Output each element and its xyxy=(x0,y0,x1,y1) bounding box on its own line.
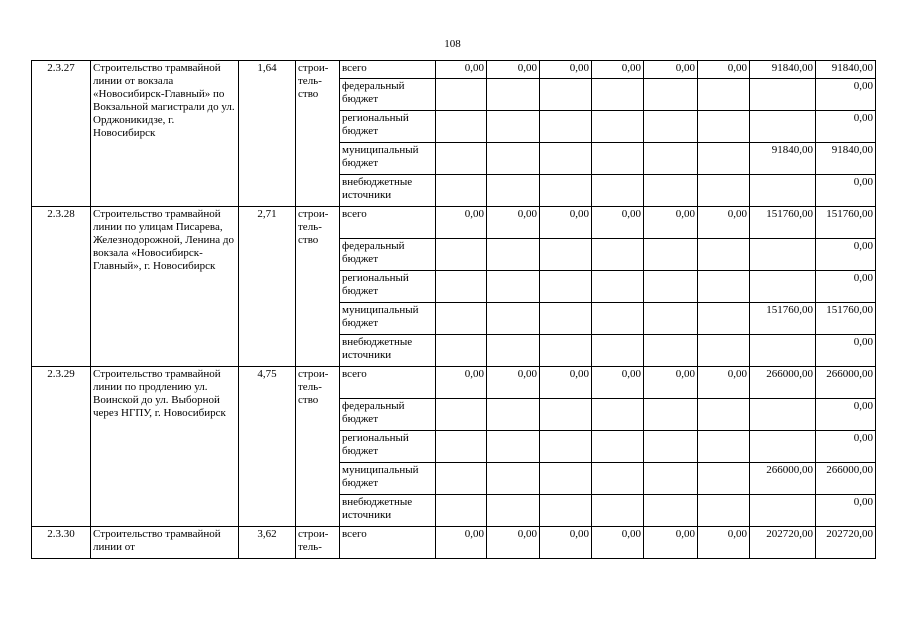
funding-source: региональный бюджет xyxy=(340,271,436,303)
funding-value xyxy=(436,239,487,271)
funding-value xyxy=(540,495,592,527)
table-row xyxy=(32,367,876,399)
funding-value xyxy=(750,271,816,303)
funding-value: 151760,00 xyxy=(750,303,816,335)
funding-value xyxy=(644,495,698,527)
project-code: 2.3.30 xyxy=(32,527,91,559)
funding-total: 0,00 xyxy=(816,175,876,207)
funding-total: 0,00 xyxy=(816,79,876,111)
funding-value: 0,00 xyxy=(540,367,592,399)
funding-value: 0,00 xyxy=(644,207,698,239)
funding-value: 0,00 xyxy=(592,527,644,559)
table-row xyxy=(32,207,876,239)
funding-value xyxy=(698,463,750,495)
project-work-type: строи-тель- xyxy=(296,527,340,559)
funding-value xyxy=(592,335,644,367)
funding-value: 0,00 xyxy=(436,61,487,79)
funding-value: 0,00 xyxy=(592,61,644,79)
funding-value xyxy=(540,431,592,463)
funding-value xyxy=(487,463,540,495)
funding-value xyxy=(592,271,644,303)
funding-value xyxy=(592,111,644,143)
funding-value xyxy=(750,79,816,111)
funding-value xyxy=(592,495,644,527)
funding-value xyxy=(436,495,487,527)
funding-value xyxy=(644,111,698,143)
funding-value xyxy=(436,143,487,175)
funding-total: 266000,00 xyxy=(816,463,876,495)
funding-source: региональный бюджет xyxy=(340,431,436,463)
funding-source: всего xyxy=(340,207,436,239)
funding-value xyxy=(487,495,540,527)
project-work-type: строи-тель-ство xyxy=(296,367,340,527)
funding-value: 0,00 xyxy=(644,61,698,79)
project-code: 2.3.28 xyxy=(32,207,91,367)
funding-value xyxy=(698,495,750,527)
funding-value xyxy=(698,271,750,303)
funding-total: 91840,00 xyxy=(816,143,876,175)
funding-value xyxy=(592,463,644,495)
funding-total: 0,00 xyxy=(816,239,876,271)
funding-value xyxy=(487,239,540,271)
funding-value: 0,00 xyxy=(436,367,487,399)
funding-value: 0,00 xyxy=(487,527,540,559)
funding-source: федеральный бюджет xyxy=(340,239,436,271)
funding-value xyxy=(436,335,487,367)
funding-source: внебюджетные источники xyxy=(340,335,436,367)
funding-value: 266000,00 xyxy=(750,463,816,495)
funding-value xyxy=(644,79,698,111)
funding-value xyxy=(540,175,592,207)
funding-value xyxy=(750,175,816,207)
funding-value xyxy=(436,431,487,463)
funding-value xyxy=(436,175,487,207)
funding-value xyxy=(487,79,540,111)
funding-value: 0,00 xyxy=(592,207,644,239)
funding-value xyxy=(487,303,540,335)
funding-value xyxy=(487,111,540,143)
funding-value xyxy=(592,143,644,175)
funding-value xyxy=(750,239,816,271)
funding-value xyxy=(487,335,540,367)
funding-value xyxy=(540,303,592,335)
funding-value: 0,00 xyxy=(540,61,592,79)
funding-value xyxy=(487,143,540,175)
funding-value xyxy=(644,175,698,207)
funding-value xyxy=(750,399,816,431)
funding-value xyxy=(487,271,540,303)
funding-source: муниципальный бюджет xyxy=(340,463,436,495)
funding-value xyxy=(644,143,698,175)
funding-total: 151760,00 xyxy=(816,303,876,335)
project-work-type: строи-тель-ство xyxy=(296,207,340,367)
funding-value xyxy=(644,463,698,495)
funding-value xyxy=(540,79,592,111)
funding-value xyxy=(540,111,592,143)
funding-value xyxy=(644,431,698,463)
funding-source: внебюджетные источники xyxy=(340,495,436,527)
budget-table xyxy=(31,60,876,559)
funding-value: 0,00 xyxy=(436,207,487,239)
funding-value xyxy=(698,79,750,111)
funding-value: 0,00 xyxy=(487,367,540,399)
funding-source: муниципальный бюджет xyxy=(340,303,436,335)
project-length: 1,64 xyxy=(239,61,296,207)
funding-value xyxy=(540,239,592,271)
funding-total: 0,00 xyxy=(816,335,876,367)
funding-value: 0,00 xyxy=(698,527,750,559)
funding-value: 91840,00 xyxy=(750,61,816,79)
funding-value xyxy=(698,239,750,271)
funding-value: 151760,00 xyxy=(750,207,816,239)
funding-value xyxy=(592,399,644,431)
funding-total: 0,00 xyxy=(816,271,876,303)
funding-value xyxy=(540,335,592,367)
funding-value: 0,00 xyxy=(698,207,750,239)
funding-value xyxy=(436,271,487,303)
funding-value xyxy=(698,303,750,335)
funding-value xyxy=(487,175,540,207)
funding-value xyxy=(436,463,487,495)
funding-total: 0,00 xyxy=(816,111,876,143)
funding-total: 151760,00 xyxy=(816,207,876,239)
funding-source: федеральный бюджет xyxy=(340,79,436,111)
funding-value: 91840,00 xyxy=(750,143,816,175)
funding-value: 0,00 xyxy=(698,367,750,399)
funding-value: 0,00 xyxy=(487,61,540,79)
funding-value: 0,00 xyxy=(487,207,540,239)
page-number: 108 xyxy=(444,38,461,50)
table-row xyxy=(32,61,876,79)
funding-value: 0,00 xyxy=(644,527,698,559)
funding-value xyxy=(540,143,592,175)
funding-value xyxy=(436,399,487,431)
funding-value xyxy=(644,303,698,335)
funding-value xyxy=(698,175,750,207)
funding-value xyxy=(436,79,487,111)
funding-value xyxy=(487,431,540,463)
funding-value: 0,00 xyxy=(540,207,592,239)
funding-value xyxy=(698,335,750,367)
funding-value xyxy=(436,111,487,143)
project-length: 3,62 xyxy=(239,527,296,559)
funding-value: 0,00 xyxy=(592,367,644,399)
funding-value xyxy=(540,463,592,495)
funding-value xyxy=(698,399,750,431)
project-length: 4,75 xyxy=(239,367,296,527)
funding-value xyxy=(750,431,816,463)
funding-source: региональный бюджет xyxy=(340,111,436,143)
project-work-type: строи-тель-ство xyxy=(296,61,340,207)
funding-value: 266000,00 xyxy=(750,367,816,399)
funding-total: 91840,00 xyxy=(816,61,876,79)
funding-total: 202720,00 xyxy=(816,527,876,559)
funding-value xyxy=(698,143,750,175)
funding-value xyxy=(592,175,644,207)
funding-value xyxy=(487,399,540,431)
project-name: Строительство трамвайной линии по продлению ул. Воинской до ул. Выборной через НГПУ, г. Новосибирск xyxy=(91,367,239,527)
funding-value xyxy=(592,431,644,463)
funding-value xyxy=(644,335,698,367)
project-name: Строительство трамвайной линии от вокзала «Новосибирск-Главный» по Вокзальной магистрали до ул. Орджоникидзе, г. Новосибирск xyxy=(91,61,239,207)
funding-source: внебюджетные источники xyxy=(340,175,436,207)
funding-value xyxy=(698,431,750,463)
funding-value xyxy=(540,399,592,431)
funding-source: муниципальный бюджет xyxy=(340,143,436,175)
project-name: Строительство трамвайной линии по улицам Писарева, Железнодорожной, Ленина до вокзала «Новосибирск-Главный», г. Новосибирск xyxy=(91,207,239,367)
funding-value xyxy=(750,111,816,143)
funding-source: всего xyxy=(340,61,436,79)
funding-total: 0,00 xyxy=(816,431,876,463)
funding-value: 0,00 xyxy=(436,527,487,559)
project-code: 2.3.27 xyxy=(32,61,91,207)
funding-value: 0,00 xyxy=(540,527,592,559)
funding-source: федеральный бюджет xyxy=(340,399,436,431)
funding-value xyxy=(750,495,816,527)
funding-value xyxy=(592,303,644,335)
project-length: 2,71 xyxy=(239,207,296,367)
project-name: Строительство трамвайной линии от xyxy=(91,527,239,559)
funding-total: 0,00 xyxy=(816,399,876,431)
funding-value xyxy=(750,335,816,367)
project-code: 2.3.29 xyxy=(32,367,91,527)
funding-value: 0,00 xyxy=(644,367,698,399)
funding-value: 202720,00 xyxy=(750,527,816,559)
funding-value xyxy=(644,399,698,431)
funding-value xyxy=(592,79,644,111)
table-row xyxy=(32,527,876,559)
funding-value xyxy=(644,239,698,271)
funding-total: 266000,00 xyxy=(816,367,876,399)
funding-value xyxy=(436,303,487,335)
funding-value: 0,00 xyxy=(698,61,750,79)
funding-total: 0,00 xyxy=(816,495,876,527)
funding-source: всего xyxy=(340,527,436,559)
funding-value xyxy=(592,239,644,271)
funding-value xyxy=(698,111,750,143)
funding-value xyxy=(540,271,592,303)
funding-value xyxy=(644,271,698,303)
funding-source: всего xyxy=(340,367,436,399)
